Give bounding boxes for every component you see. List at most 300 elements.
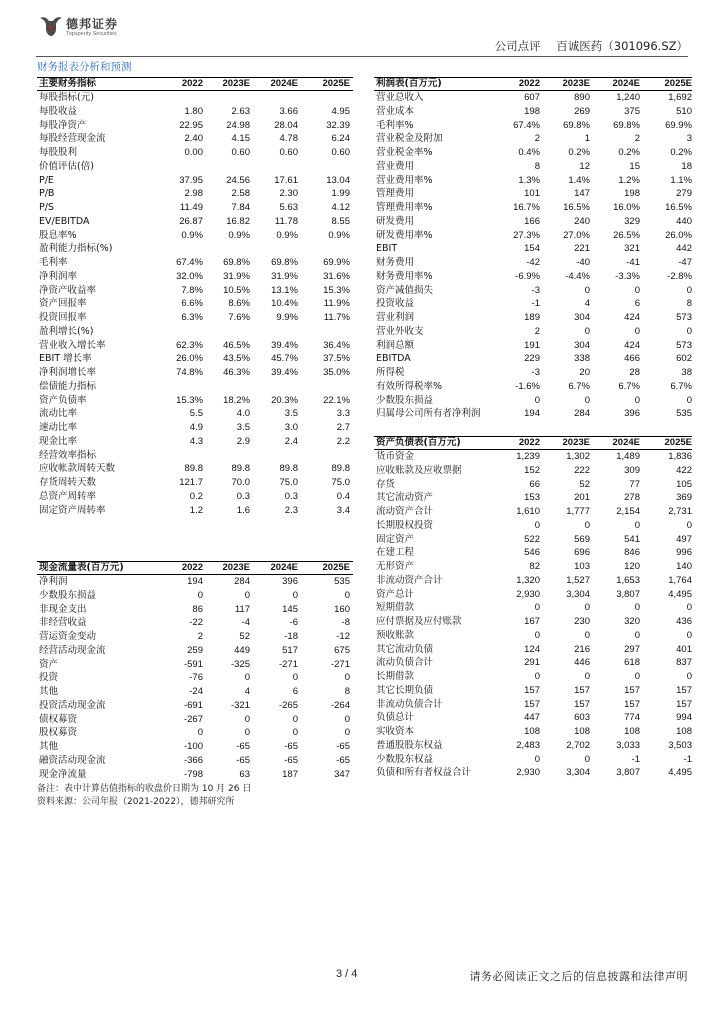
table-row	[37, 603, 353, 617]
row-label: 固定资产周转率	[39, 504, 106, 516]
cell-value: 1,489	[616, 451, 640, 462]
row-label: 流动资产合计	[376, 506, 434, 517]
cell-value: -691	[183, 699, 203, 711]
table-group-row	[37, 160, 353, 174]
cell-value: 466	[624, 353, 640, 365]
cell-value: 157	[676, 684, 692, 696]
cell-value: 846	[624, 547, 640, 559]
cell-value: 0	[634, 519, 640, 531]
cell-value: 24.98	[226, 119, 250, 131]
cell-value: 18.2%	[223, 394, 250, 406]
cell-value: 291	[524, 657, 540, 669]
cell-value: 4.3	[189, 435, 203, 447]
cell-value: 69.8%	[271, 257, 298, 268]
row-label: 净资产收益率	[39, 284, 97, 296]
cell-value: 284	[234, 576, 250, 587]
company-name: 百诚医药（301096.SZ）	[556, 39, 688, 53]
table-row	[374, 339, 692, 353]
row-label: 每股股利	[39, 147, 78, 158]
row-label: 经营活动现金流	[39, 644, 106, 656]
cell-value: 1.6	[236, 504, 250, 516]
cell-value: 0	[634, 629, 640, 641]
row-label: 现金比率	[39, 435, 78, 447]
cell-value: 52	[579, 478, 590, 490]
cell-value: -1.6%	[515, 380, 540, 392]
row-label: 长期股权投资	[376, 519, 434, 531]
table-row	[37, 435, 353, 449]
row-label: 速动比率	[39, 422, 78, 433]
row-label: 营业收入增长率	[39, 339, 106, 351]
group-label: 价值评估(倍)	[39, 160, 94, 172]
row-label: 财务费用率%	[376, 270, 433, 282]
cell-value: 0.9%	[181, 229, 203, 241]
note-source: 资料来源：公司年报（2021-2022），德邦研究所	[37, 797, 235, 807]
cell-value: 26.0%	[176, 353, 203, 365]
cell-value: 573	[676, 339, 692, 351]
cell-value: 1.2%	[618, 174, 640, 186]
row-label: EV/EBITDA	[39, 215, 90, 227]
cell-value: 1.2	[189, 504, 203, 516]
table-row	[37, 699, 353, 713]
table-row	[374, 256, 692, 270]
cell-value: 0	[634, 671, 640, 682]
cell-value: 103	[574, 561, 590, 572]
cell-value: 86	[192, 603, 203, 615]
cell-value: 1	[584, 133, 590, 145]
year-header: 2025E	[664, 78, 692, 89]
cell-value: 6.3%	[181, 312, 203, 323]
cell-value: 375	[624, 105, 640, 117]
cell-value: 0.60	[231, 147, 250, 158]
cell-value: 28	[629, 367, 640, 378]
table-row	[374, 215, 692, 229]
table-header	[374, 77, 692, 91]
year-header: 2023E	[222, 562, 250, 573]
cell-value: -42	[526, 257, 540, 268]
table-row	[37, 462, 353, 476]
cell-value: 75.0	[331, 477, 350, 488]
year-header: 2025E	[664, 437, 692, 448]
row-label: 投资活动现金流	[39, 699, 106, 711]
cell-value: 2.3	[284, 504, 298, 516]
cell-value: 569	[574, 533, 590, 545]
cell-value: 157	[624, 684, 640, 696]
cell-value: 1.1%	[670, 174, 692, 186]
table-row	[37, 713, 353, 727]
cell-value: 0.00	[184, 147, 203, 158]
table-row	[374, 284, 692, 298]
table-row	[374, 629, 692, 643]
cell-value: 2,702	[566, 739, 590, 751]
table-row	[37, 339, 353, 353]
cell-value: 347	[334, 768, 350, 780]
cell-value: 0	[244, 713, 250, 725]
row-label: 营业费用	[376, 160, 415, 172]
row-label: 所得税	[376, 367, 405, 378]
cell-value: 774	[624, 712, 640, 724]
cell-value: -12	[336, 631, 350, 642]
cell-value: -798	[183, 768, 203, 780]
table-group-row	[37, 380, 353, 394]
cell-value: 424	[624, 312, 640, 323]
table-row	[37, 476, 353, 490]
table-row	[37, 366, 353, 380]
table-row	[374, 325, 692, 339]
cell-value: 11.9%	[323, 298, 350, 310]
cell-value: 157	[524, 684, 540, 696]
cell-value: 1,692	[668, 92, 692, 103]
table-row	[374, 601, 692, 615]
cell-value: 5.5	[189, 408, 203, 420]
cell-value: -271	[278, 658, 298, 670]
year-header: 2025E	[322, 78, 350, 89]
cell-value: 69.9%	[323, 257, 350, 268]
row-label: 其他	[39, 686, 59, 697]
row-label: 投资回报率	[39, 312, 87, 323]
cell-value: 69.8%	[563, 119, 590, 131]
cell-value: 0	[244, 589, 250, 601]
cell-value: 618	[624, 657, 640, 669]
cell-value: 0	[584, 394, 590, 406]
table-row	[374, 132, 692, 146]
cell-value: 1.4%	[568, 174, 590, 186]
report-header	[495, 38, 688, 54]
cell-value: -1	[531, 298, 540, 310]
cell-value: 0.4	[336, 490, 350, 502]
table-row	[374, 380, 692, 394]
row-label: 少数股东损益	[39, 589, 97, 601]
cell-value: 2.30	[279, 188, 298, 200]
row-label: P/E	[39, 174, 54, 186]
cell-value: -6	[289, 617, 298, 629]
cell-value: 89.8	[231, 463, 250, 475]
cell-value: 20	[579, 367, 590, 378]
cell-value: 15.3%	[323, 284, 350, 296]
row-label: 存货	[376, 478, 396, 490]
cell-value: 1,653	[616, 574, 640, 586]
cell-value: 120	[624, 561, 640, 572]
cell-value: 154	[524, 243, 540, 255]
cell-value: 0	[584, 671, 590, 682]
cell-value: 2	[634, 133, 640, 145]
cell-value: 2.9	[236, 435, 250, 447]
table-row	[374, 242, 692, 256]
cell-value: 63	[239, 768, 250, 780]
cell-value: -22	[189, 617, 203, 629]
cell-value: 37.5%	[323, 353, 350, 365]
table-title: 资产负债表(百万元)	[376, 437, 461, 448]
table-row	[374, 670, 692, 684]
cell-value: 1,836	[668, 451, 692, 462]
cell-value: 2,154	[616, 506, 640, 517]
cell-value: 278	[624, 492, 640, 504]
cell-value: 39.4%	[271, 367, 298, 378]
year-header: 2024E	[612, 437, 640, 448]
cell-value: 3.5	[284, 408, 298, 420]
cell-value: 9.9%	[276, 312, 298, 323]
cell-value: 259	[187, 644, 203, 656]
row-label: 固定资产	[376, 533, 415, 545]
table-row	[37, 270, 353, 284]
row-label: 研发费用率%	[376, 229, 433, 241]
cell-value: 0	[292, 713, 298, 725]
cell-value: 31.6%	[323, 270, 350, 282]
header-divider	[36, 56, 688, 57]
table-row	[37, 215, 353, 229]
cell-value: 535	[676, 408, 692, 420]
cell-value: 20.3%	[271, 394, 298, 406]
row-label: 投资收益	[376, 298, 415, 310]
cell-value: 607	[524, 92, 540, 103]
row-label: 资产回报率	[39, 298, 87, 310]
income-statement-table	[374, 77, 692, 421]
cell-value: 0	[344, 589, 350, 601]
cell-value: 269	[574, 105, 590, 117]
cell-value: 89.8	[184, 463, 203, 475]
cell-value: 11.7%	[323, 312, 350, 323]
row-label: 有效所得税率%	[376, 380, 443, 392]
footer-disclaimer: 请务必阅读正文之后的信息披露和法律声明	[469, 970, 688, 983]
cell-value: 6.7%	[618, 380, 640, 392]
cell-value: 0	[534, 394, 540, 406]
row-label: 在建工程	[376, 547, 415, 559]
cell-value: 189	[524, 312, 540, 323]
cell-value: -4	[241, 617, 250, 629]
cell-value: 4,495	[668, 588, 692, 600]
cell-value: 77	[629, 478, 640, 490]
cell-value: -3	[531, 367, 540, 378]
cell-value: -65	[236, 754, 250, 766]
row-label: 归属母公司所有者净利润	[376, 408, 481, 420]
cell-value: 297	[624, 643, 640, 655]
year-header: 2022	[181, 562, 203, 573]
cell-value: 321	[624, 243, 640, 255]
row-label: 净利润增长率	[39, 367, 97, 378]
cell-value: 0	[534, 629, 540, 641]
cell-value: 4	[584, 298, 590, 310]
cell-value: -65	[336, 754, 350, 766]
cell-value: 0	[584, 284, 590, 296]
page-number: 3 / 4	[336, 968, 358, 980]
cell-value: 75.0	[279, 477, 298, 488]
table-row	[374, 656, 692, 670]
cell-value: 6.6%	[181, 298, 203, 310]
cell-value: -366	[183, 754, 203, 766]
row-label: 毛利率	[39, 257, 68, 268]
row-label: 应付票据及应付账款	[376, 616, 462, 627]
row-label: 债权募资	[39, 713, 78, 725]
cell-value: 24.56	[226, 174, 250, 186]
cell-value: 304	[574, 312, 590, 323]
cell-value: 0	[197, 589, 203, 601]
cell-value: 0	[197, 727, 203, 739]
cell-value: 157	[574, 698, 590, 710]
row-label: 流动比率	[39, 408, 78, 420]
cell-value: 16.5%	[563, 202, 590, 213]
table-row	[374, 519, 692, 533]
cell-value: -1	[631, 753, 640, 765]
cell-value: 422	[676, 464, 692, 476]
table-row	[374, 711, 692, 725]
cell-value: 510	[676, 105, 692, 117]
cell-value: -6.9%	[515, 270, 540, 282]
table-row	[374, 270, 692, 284]
cell-value: 541	[624, 533, 640, 545]
row-label: 其它流动负债	[376, 643, 434, 655]
cell-value: 0.2%	[568, 147, 590, 158]
row-label: 每股收益	[39, 105, 78, 117]
cell-value: 201	[574, 492, 590, 504]
cell-value: 0	[244, 727, 250, 739]
cell-value: 147	[574, 188, 590, 200]
cell-value: 1,777	[566, 506, 590, 517]
table-row	[37, 504, 353, 518]
table-row	[374, 560, 692, 574]
table-row	[374, 201, 692, 215]
company-logo	[38, 14, 150, 40]
cell-value: 0	[534, 602, 540, 614]
table-row	[374, 174, 692, 188]
cell-value: 3.4	[336, 504, 350, 516]
cell-value: 69.9%	[665, 119, 692, 131]
year-header: 2023E	[222, 78, 250, 89]
row-label: 存货周转天数	[39, 477, 97, 488]
table-row	[37, 256, 353, 270]
row-label: 普通股股东权益	[376, 739, 443, 751]
cell-value: 2.58	[231, 188, 250, 200]
cell-value: 0	[634, 602, 640, 614]
cell-value: 66	[529, 478, 540, 490]
cell-value: 0	[686, 394, 692, 406]
cell-value: 4.78	[279, 133, 298, 145]
row-label: 融资活动现金流	[39, 754, 106, 766]
cell-value: 140	[676, 561, 692, 572]
row-label: 长期借款	[376, 671, 415, 682]
cell-value: 0.2%	[618, 147, 640, 158]
cell-value: 22.1%	[323, 394, 350, 406]
cell-value: 5.63	[279, 202, 298, 213]
cell-value: 198	[524, 105, 540, 117]
cell-value: 675	[334, 644, 350, 656]
table-row	[374, 643, 692, 657]
cell-value: 284	[574, 408, 590, 420]
cell-value: 3.3	[336, 408, 350, 420]
cell-value: -4.4%	[565, 270, 590, 282]
cell-value: 31.9%	[223, 270, 250, 282]
cell-value: 12	[579, 160, 590, 172]
table-header	[37, 561, 353, 575]
cell-value: 15.3%	[176, 394, 203, 406]
row-label: 总资产周转率	[39, 490, 97, 502]
cell-value: -18	[284, 631, 298, 642]
cell-value: 108	[574, 726, 590, 737]
cell-value: 6.7%	[568, 380, 590, 392]
table-header	[374, 436, 692, 450]
cell-value: 166	[524, 215, 540, 227]
cell-value: 0	[686, 602, 692, 614]
cell-value: 35.0%	[323, 367, 350, 378]
table-row	[37, 146, 353, 160]
cell-value: 0	[584, 519, 590, 531]
row-label: EBITDA	[376, 353, 411, 365]
table-row	[374, 615, 692, 629]
row-label: 少数股东损益	[376, 394, 434, 406]
cell-value: 994	[676, 712, 692, 724]
cell-value: 37.95	[179, 174, 203, 186]
cell-value: 16.7%	[513, 202, 540, 213]
cell-value: 3,304	[566, 588, 590, 600]
cell-value: 309	[624, 464, 640, 476]
cell-value: 1,240	[616, 92, 640, 103]
cell-value: 0	[584, 325, 590, 337]
logo-name: 德邦证券	[66, 17, 119, 31]
balance-sheet-table	[374, 436, 692, 780]
cell-value: 3	[686, 133, 692, 145]
table-row	[37, 297, 353, 311]
cell-value: 546	[524, 547, 540, 559]
cell-value: 194	[524, 408, 540, 420]
table-row	[374, 464, 692, 478]
row-label: 每股经营现金流	[39, 133, 106, 145]
table-row	[37, 421, 353, 435]
cell-value: 27.0%	[563, 229, 590, 241]
row-label: P/B	[39, 188, 55, 200]
row-label: 财务费用	[376, 257, 415, 268]
cell-value: 3.5	[236, 422, 250, 433]
table-row	[374, 753, 692, 767]
row-label: 其他	[39, 741, 59, 752]
cell-value: 38	[681, 367, 692, 378]
cell-value: 3.0	[284, 422, 298, 433]
row-label: 负债和所有者权益合计	[376, 767, 472, 779]
year-header: 2022	[518, 78, 540, 89]
cell-value: -65	[336, 741, 350, 752]
cell-value: 3,033	[616, 739, 640, 751]
cell-value: 0.3	[284, 490, 298, 502]
cell-value: 3.66	[279, 105, 298, 117]
table-row	[374, 119, 692, 133]
cell-value: 0	[584, 602, 590, 614]
table-row	[374, 766, 692, 780]
table-row	[374, 684, 692, 698]
cell-value: 2	[534, 133, 540, 145]
cell-value: 194	[187, 576, 203, 587]
cell-value: -8	[341, 617, 350, 629]
cell-value: -325	[230, 658, 250, 670]
cell-value: -321	[230, 699, 250, 711]
row-label: 其它长期负债	[376, 684, 434, 696]
year-header: 2022	[181, 78, 203, 89]
table-row	[37, 754, 353, 768]
cell-value: -65	[284, 754, 298, 766]
cell-value: 0	[686, 325, 692, 337]
cell-value: 396	[282, 576, 298, 587]
row-label: 实收资本	[376, 726, 415, 737]
table-row	[37, 105, 353, 119]
row-label: 非现金支出	[39, 603, 87, 615]
cell-value: 6.24	[331, 133, 350, 145]
logo-subtitle: Topsperity Securities	[66, 31, 117, 37]
cell-value: 447	[524, 712, 540, 724]
row-label: 资产负债率	[39, 394, 87, 406]
group-label: 经营效率指标	[39, 449, 97, 461]
table-row	[37, 616, 353, 630]
table-row	[37, 394, 353, 408]
cell-value: 46.5%	[223, 339, 250, 351]
cell-value: 8	[344, 686, 350, 697]
cell-value: -3	[531, 284, 540, 296]
cell-value: 603	[574, 712, 590, 724]
